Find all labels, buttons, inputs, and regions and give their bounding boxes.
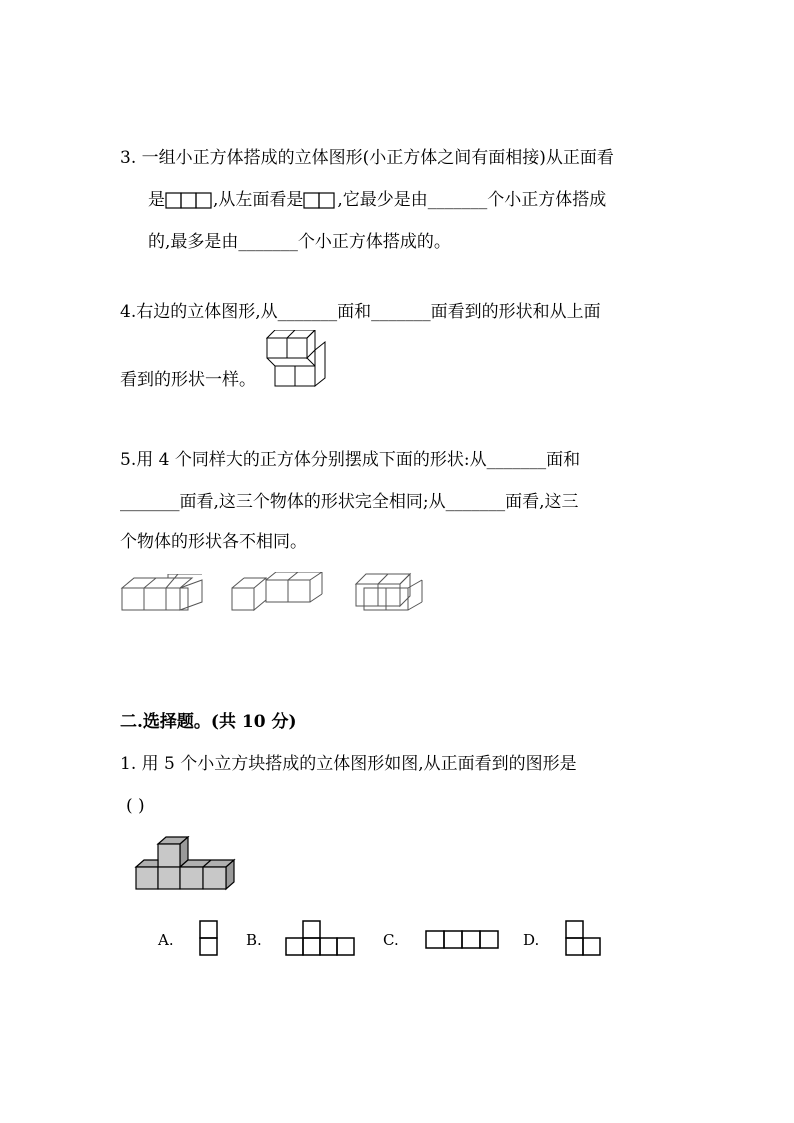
- q3-line-2: [148, 190, 606, 210]
- q5-figure-1: [120, 574, 204, 612]
- q3-line-2-prefix: 是: [148, 190, 165, 210]
- q3-line-1: 3. 一组小正方体搭成的立体图形(小正方体之间有面相接)从正面看: [120, 148, 614, 168]
- q3-line-3: 的,最多是由_______个小正方体搭成的。: [148, 232, 451, 252]
- option-d-label: D.: [523, 931, 540, 949]
- option-c-shape: [424, 929, 500, 951]
- q4-line-1: 4.右边的立体图形,从_______面和_______面看到的形状和从上面: [120, 302, 601, 322]
- q5-figure-2: [230, 572, 326, 612]
- option-d-shape: [564, 920, 604, 958]
- s2-q1-answer-blank: ( ): [126, 796, 145, 816]
- option-c-label: C.: [383, 931, 399, 949]
- option-a-label: A.: [158, 931, 174, 949]
- option-a-shape: [198, 920, 220, 958]
- q3-line-2-middle: ,从左面看是: [213, 190, 304, 210]
- q5-line-1: 5.用 4 个同样大的正方体分别摆成下面的形状:从_______面和: [120, 450, 581, 470]
- q4-line-2: 看到的形状一样。: [120, 370, 256, 390]
- q5-line-3: 个物体的形状各不相同。: [120, 532, 307, 552]
- q5-figure-3: [354, 572, 426, 612]
- q4-cube-stack-figure: [266, 330, 328, 388]
- option-b-shape: [284, 920, 358, 958]
- option-b-label: B.: [246, 931, 262, 949]
- front-view-three-squares-icon: [165, 192, 213, 210]
- s2-q1-line-1: 1. 用 5 个小立方块搭成的立体图形如图,从正面看到的图形是: [120, 754, 577, 774]
- section-heading-choice: 二.选择题。(共 10 分): [120, 712, 297, 732]
- q5-line-2: _______面看,这三个物体的形状完全相同;从_______面看,这三: [120, 492, 579, 512]
- left-view-two-squares-icon: [303, 192, 337, 210]
- q3-line-2-suffix: ,它最少是由_______个小正方体搭成: [337, 190, 607, 210]
- s2-q1-gray-cube-figure: [134, 836, 236, 892]
